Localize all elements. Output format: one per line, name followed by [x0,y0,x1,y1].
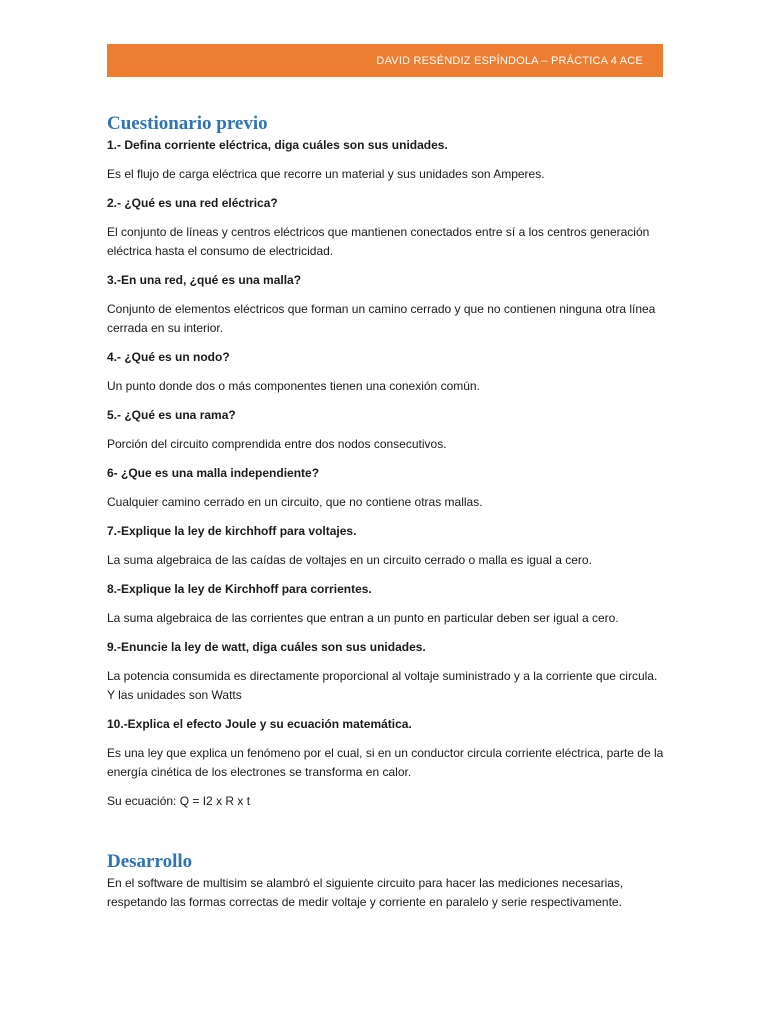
question-4: 4.- ¿Qué es un nodo? [107,350,230,364]
question-1: 1.- Defina corriente eléctrica, diga cuáles son sus unidades. [107,138,448,152]
question-6: 6- ¿Que es una malla independiente? [107,466,320,480]
joule-equation: Su ecuación: Q = I2 x R x t [107,794,251,808]
answer-6: Cualquier camino cerrado en un circuito, que no contiene otras mallas. [107,495,483,509]
answer-5: Porción del circuito comprendida entre dos nodos consecutivos. [107,437,447,451]
question-2: 2.- ¿Qué es una red eléctrica? [107,196,278,210]
document-content [107,112,667,912]
question-9: 9.-Enuncie la ley de watt, diga cuáles son sus unidades. [107,640,426,654]
answer-1: Es el flujo de carga eléctrica que recorre un material y sus unidades son Amperes. [107,167,545,181]
answer-2: El conjunto de líneas y centros eléctricos que mantienen conectados entre sí a los centros generación eléctrica hasta el consumo de electricidad. [107,225,650,258]
answer-3: Conjunto de elementos eléctricos que forman un camino cerrado y que no contienen ninguna otra línea cerrada en su interior. [107,302,656,335]
answer-9: La potencia consumida es directamente proporcional al voltaje suministrado y a la corriente que circula. Y las unidades son Watts [107,669,658,702]
section-spacer [107,821,667,850]
qa-list [107,136,667,811]
desarrollo-paragraph: En el software de multisim se alambró el siguiente circuito para hacer las mediciones necesarias, respetando las formas correctas de medir voltaje y corriente en paralelo y serie respectivamente. [107,876,624,909]
header-author-title: DAVID RESÉNDIZ ESPÍNDOLA – PRÁCTICA 4 ACE [376,54,643,67]
question-8: 8.-Explique la ley de Kirchhoff para corrientes. [107,582,372,596]
section-title-desarrollo: Desarrollo [107,851,193,872]
question-7: 7.-Explique la ley de kirchhoff para voltajes. [107,524,357,538]
answer-10: Es una ley que explica un fenómeno por el cual, si en un conductor circula corriente eléctrica, parte de la energía cinética de los electrones se transforma en calor. [107,746,664,779]
answer-8: La suma algebraica de las corrientes que entran a un punto en particular deben ser igual a cero. [107,611,619,625]
answer-4: Un punto donde dos o más componentes tienen una conexión común. [107,379,480,393]
section-title-cuestionario: Cuestionario previo [107,113,268,134]
question-5: 5.- ¿Qué es una rama? [107,408,236,422]
answer-7: La suma algebraica de las caídas de voltajes en un circuito cerrado o malla es igual a cero. [107,553,592,567]
page-header-banner [107,44,663,77]
question-10: 10.-Explica el efecto Joule y su ecuación matemática. [107,717,412,731]
question-3: 3.-En una red, ¿qué es una malla? [107,273,302,287]
